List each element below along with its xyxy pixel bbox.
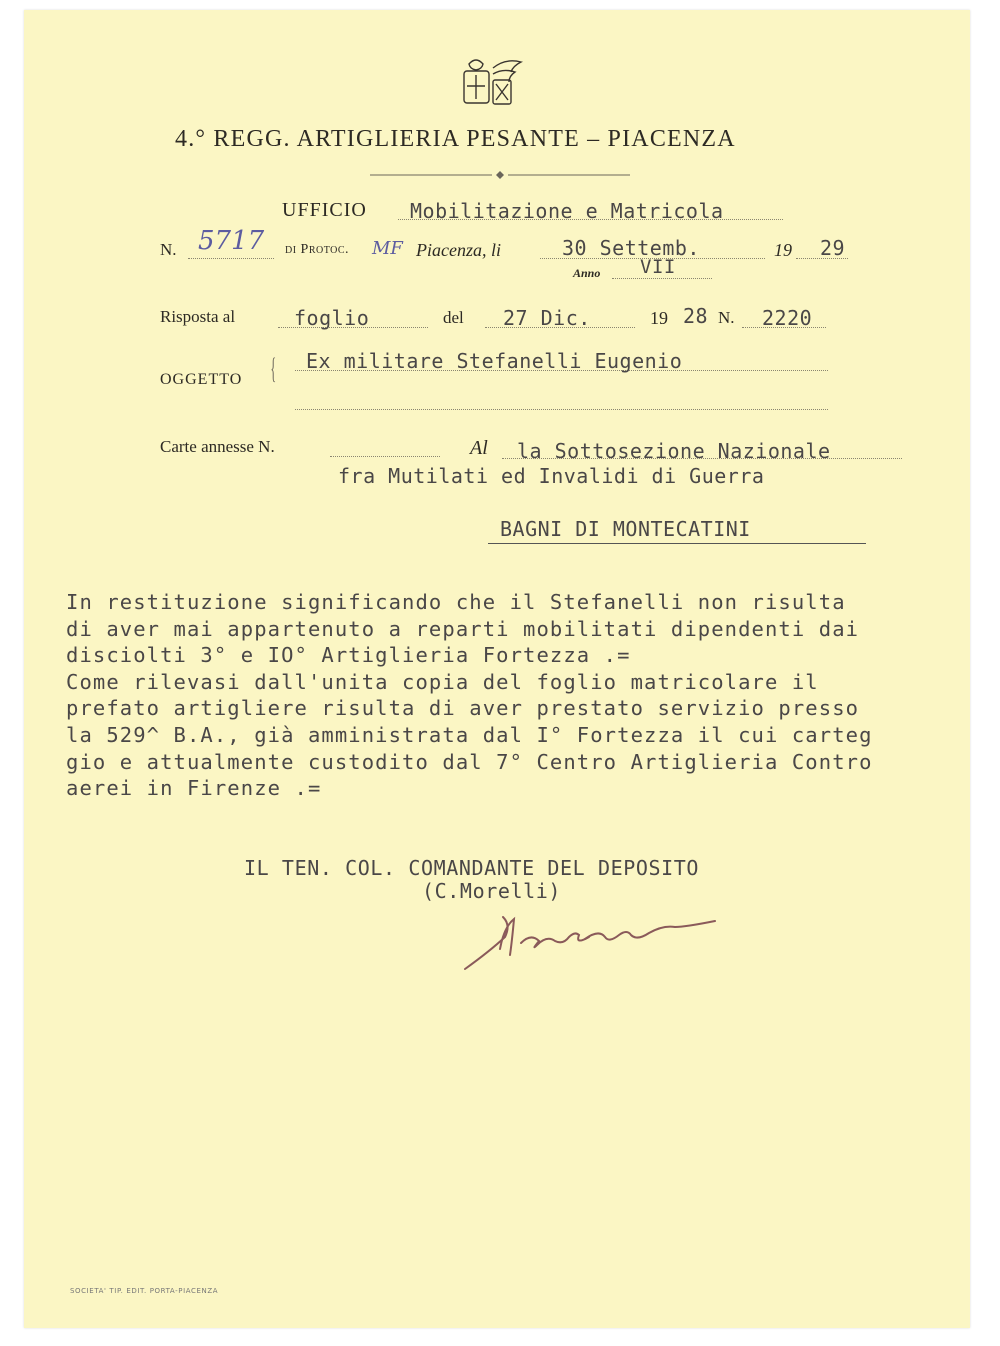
body-line: gio e attualmente custodito dal 7° Centro Artiglieria Contro (66, 749, 873, 774)
protocol-initials: MF (372, 238, 403, 259)
subject-dotted-line-2 (295, 409, 828, 410)
recipient-underline (488, 543, 866, 544)
recipient-line-3: BAGNI DI MONTECATINI (500, 517, 751, 541)
subject-value: Ex militare Stefanelli Eugenio (306, 349, 683, 373)
anno-dotted-line (612, 278, 712, 279)
signatory-name: (C.Morelli) (422, 879, 562, 903)
body-line: In restituzione significando che il Stefanelli non risulta (66, 590, 846, 614)
protocol-number-value: 5717 (198, 226, 265, 256)
year-value: 29 (820, 236, 846, 260)
body-line: prefato artigliere risulta di aver prestato servizio presso (66, 696, 860, 721)
header-divider (370, 168, 630, 182)
reply-to-label: Risposta al (160, 307, 236, 326)
subject-label: OGGETTO (160, 371, 243, 388)
body-line: aerei in Firenze .= (66, 776, 322, 801)
regiment-heading: 4.° REGG. ARTIGLIERIA PESANTE – PIACENZA (175, 126, 736, 152)
reply-year-value: 28 (683, 304, 709, 328)
body-line: di aver mai appartenuto a reparti mobilitati dipendenti dai (66, 616, 860, 641)
date-value: 30 Settemb. (562, 236, 700, 260)
body-paragraph (66, 589, 873, 802)
protocol-label: di Protoc. (285, 242, 350, 257)
body-line: disciolti 3° e IO° Artiglieria Fortezza .= (66, 643, 631, 668)
recipient-to-label: Al (470, 437, 488, 459)
year-prefix: 19 (774, 240, 792, 260)
ufficio-label: UFFICIO (282, 199, 367, 221)
reply-number-label: N. (718, 308, 735, 327)
reply-date-value: 27 Dic. (503, 306, 591, 330)
subject-brace: { (270, 352, 277, 385)
signatory-title: IL TEN. COL. COMANDANTE DEL DEPOSITO (244, 856, 700, 880)
place-date-label: Piacenza, li (416, 240, 501, 260)
printer-imprint: SOCIETA' TIP. EDIT. PORTA-PIACENZA (70, 1287, 219, 1295)
body-line: la 529^ B.A., già amministrata dal I° Fortezza il cui carteg (66, 722, 873, 747)
reply-to-value: foglio (294, 306, 370, 330)
recipient-line-1: la Sottosezione Nazionale (517, 439, 831, 463)
protocol-number-dotted-line (188, 258, 274, 259)
reply-date-label: del (443, 308, 464, 327)
reply-number-value: 2220 (762, 306, 813, 330)
coat-of-arms-emblem (455, 54, 535, 114)
attachments-label: Carte annesse N. (160, 437, 275, 456)
handwritten-signature (455, 905, 745, 975)
reply-year-prefix: 19 (650, 308, 668, 328)
ufficio-value: Mobilitazione e Matricola (410, 199, 724, 223)
body-line: Come rilevasi dall'unita copia del foglio matricolare il (66, 669, 819, 694)
attachments-dotted-line (330, 456, 440, 457)
protocol-number-label: N. (160, 240, 177, 259)
anno-label: Anno (573, 266, 601, 280)
recipient-line-2: fra Mutilati ed Invalidi di Guerra (338, 464, 765, 488)
anno-value: VII (640, 256, 676, 278)
